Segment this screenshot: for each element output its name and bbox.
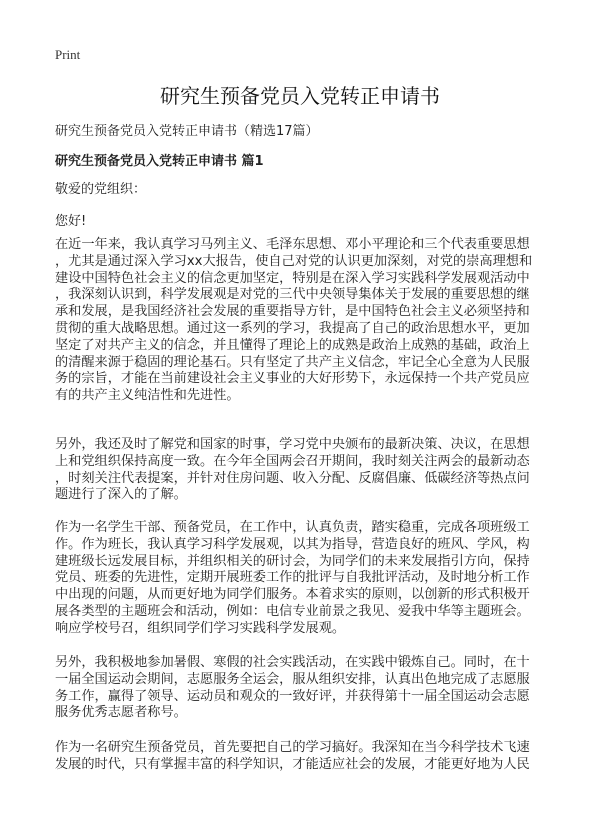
paragraph-line: 服务优秀志愿者称号。 [55, 705, 187, 721]
paragraph-line: 另外，我还及时了解党和国家的时事，学习党中央颁布的最新决策、决议，在思想 [55, 437, 530, 452]
paragraph [55, 520, 555, 638]
paragraph-line: 另外，我积极地参加暑假、寒假的社会实践活动，在实践中锻炼自己。同时，在十 [55, 655, 530, 670]
paragraph [55, 237, 555, 405]
paragraph-line: 上和党组织保持高度一致。在今年全国两会召开期间，我时刻关注两会的最新动态 [55, 453, 530, 469]
paragraph [55, 655, 555, 722]
print-link[interactable]: Print [55, 47, 81, 62]
paragraph-line: 建班级长远发展目标，并组织相关的研讨会，为同学们的未来发展指引方向，保持 [55, 553, 530, 569]
paragraph-line: 承和发展，是我国经济社会发展的重要指导方针，是中国特色社会主义必须坚持和 [55, 304, 530, 320]
paragraph-line: 有的共产主义纯洁性和先进性。 [55, 388, 240, 404]
paragraph-line: ，时刻关注代表提案，并针对住房问题、收入分配、反腐倡廉、低碳经济等热点问 [55, 470, 530, 486]
paragraph-line: 一届全国运动会期间，志愿服务全运会，服从组织安排，认真出色地完成了志愿服 [55, 671, 530, 687]
salutation: 敬爱的党组织： [55, 182, 147, 197]
paragraph-line: 贯彻的重大战略思想。通过这一系列的学习，我提高了自己的政治思想水平，更加 [55, 320, 530, 336]
paragraph-line: 发展的时代，只有掌握丰富的科学知识，才能适应社会的发展，才能更好地为人民 [55, 756, 530, 772]
paragraph-line: 建设中国特色社会主义的信念更加坚定，特别是在深入学习实践科学发展观活动中 [55, 270, 530, 286]
document-title: 研究生预备党员入党转正申请书 [160, 84, 440, 108]
paragraph-line: 务的宗旨，才能在当前建设社会主义事业的大好形势下，永远保持一个共产党员应 [55, 371, 530, 387]
paragraph-line: 作为一名研究生预备党员，首先要把自己的学习搞好。我深知在当今科学技术飞速 [55, 740, 530, 755]
paragraph [55, 740, 555, 774]
greeting: 您好! [55, 214, 87, 229]
section-heading: 研究生预备党员入党转正申请书 篇1 [55, 154, 264, 169]
paragraph [55, 437, 555, 504]
paragraph-line: 务工作，赢得了领导、运动员和观众的一致好评，并获得第十一届全国运动会志愿 [55, 688, 530, 704]
paragraph-line: ，我深刻认识到，科学发展观是对党的三代中央领导集体关于发展的重要思想的继 [55, 287, 530, 303]
paragraph-line: 中出现的问题，从而更好地为同学们服务。本着求实的原则，以创新的形式积极开 [55, 587, 530, 603]
paragraph-line: 作。作为班长，我认真学习科学发展观，以其为指导，营造良好的班风、学风，构 [55, 536, 530, 552]
paragraph-line: 题进行了深入的了解。 [55, 487, 187, 503]
paragraph-line: 坚定了对共产主义的信念，并且懂得了理论上的成熟是政治上成熟的基础，政治上 [55, 337, 530, 353]
paragraph-line: 在近一年来，我认真学习马列主义、毛泽东思想、邓小平理论和三个代表重要思想 [55, 237, 530, 252]
paragraph-line: ，尤其是通过深入学习xx大报告，使自己对党的认识更加深刻，对党的崇高理想和 [55, 253, 533, 269]
paragraph-line: 党员、班委的先进性，定期开展班委工作的批评与自我批评活动，及时地分析工作 [55, 570, 530, 586]
paragraph-line: 响应学校号召，组织同学们学习实践科学发展观。 [55, 620, 346, 636]
paragraph-line: 展各类型的主题班会和活动，例如：电信专业前景之我见、爱我中华等主题班会。 [55, 603, 530, 619]
paragraph-line: 的清醒来源于稳固的理论基石。只有坚定了共产主义信念，牢记全心全意为人民服 [55, 354, 530, 370]
document-subtitle: 研究生预备党员入党转正申请书（精选17篇） [55, 124, 319, 139]
paragraph-line: 作为一名学生干部、预备党员，在工作中，认真负责，踏实稳重，完成各项班级工 [55, 520, 530, 535]
